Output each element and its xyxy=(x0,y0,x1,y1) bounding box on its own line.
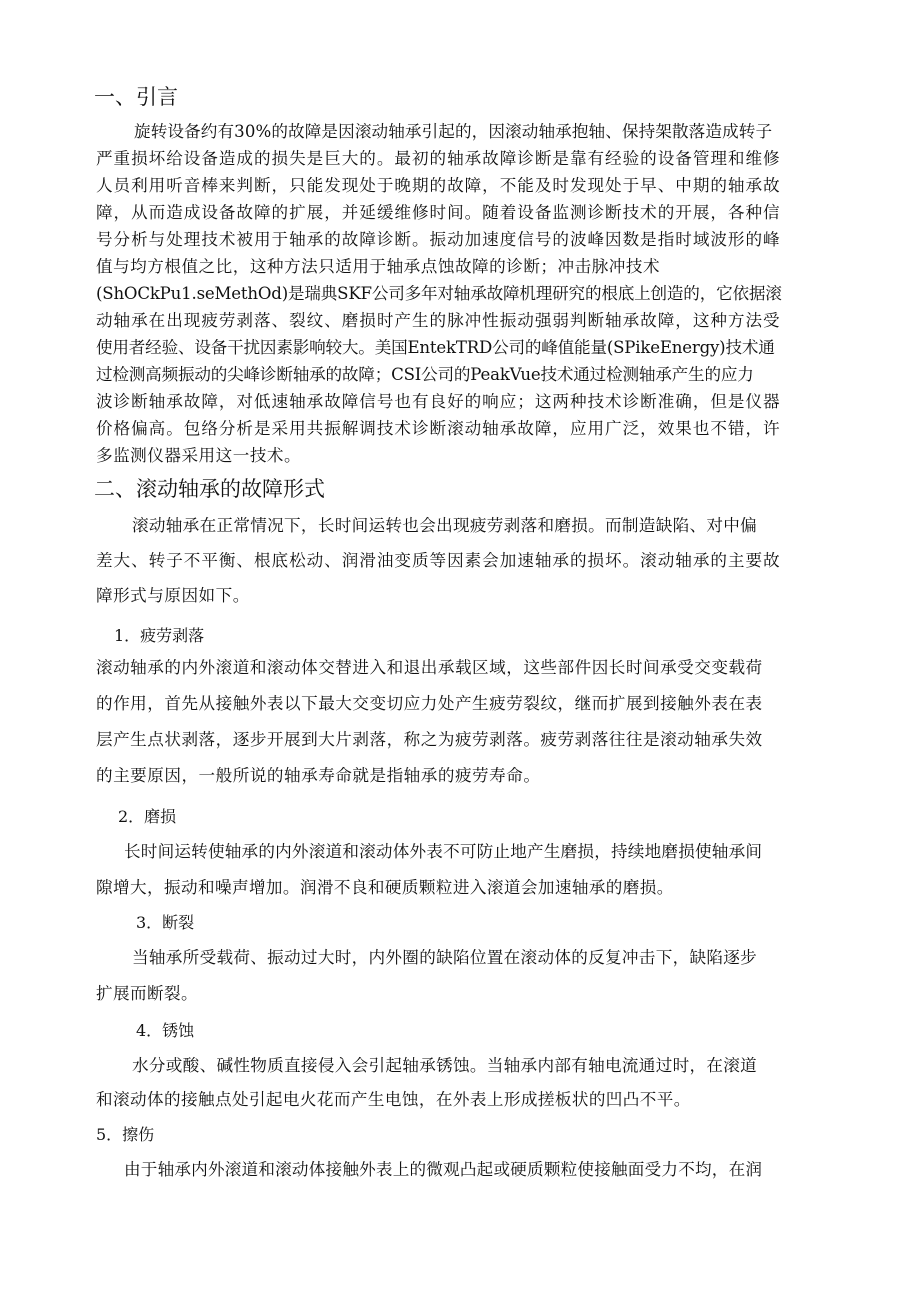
item-heading-scuffing: 5．擦伤 xyxy=(96,1125,155,1144)
paragraph-line: 长时间运转使轴承的内外滚道和滚动体外表不可防止地产生磨损，持续地磨损使轴承间 xyxy=(124,842,763,861)
paragraph-line: 值与均方根值之比，这种方法只适用于轴承点蚀故障的诊断；冲击脉冲技术 xyxy=(96,257,661,276)
item-heading-fracture: 3．断裂 xyxy=(136,913,195,932)
paragraph-line: 使用者经验、设备干扰因素影响较大。美国EntekTRD公司的峰值能量(SPikeEnergy)技术通 xyxy=(96,338,775,357)
paragraph-line: 过检测高频振动的尖峰诊断轴承的故障；CSI公司的PeakVue技术通过检测轴承产生的应力 xyxy=(96,365,754,384)
section-1-title: 一、引言 xyxy=(94,85,178,109)
paragraph-line: 多监测仪器采用这一技术。 xyxy=(96,446,302,465)
paragraph-line: 差大、转子不平衡、根底松动、润滑油变质等因素会加速轴承的损坏。滚动轴承的主要故 xyxy=(96,551,781,570)
paragraph-line: 障形式与原因如下。 xyxy=(96,586,250,605)
paragraph-line: 扩展而断裂。 xyxy=(96,984,198,1003)
paragraph-line: 由于轴承内外滚道和滚动体接触外表上的微观凸起或硬质颗粒使接触面受力不均，在润 xyxy=(124,1160,763,1179)
paragraph-line: 波诊断轴承故障，对低速轴承故障信号也有良好的响应；这两种技术诊断准确，但是仪器 xyxy=(96,392,781,411)
paragraph-line: (ShOCkPu1.seMethOd)是瑞典SKF公司多年对轴承故障机理研究的根底上创造的，它依据滚 xyxy=(96,284,782,303)
paragraph-line: 层产生点状剥落，逐步开展到大片剥落，称之为疲劳剥落。疲劳剥落往往是滚动轴承失效 xyxy=(96,730,763,749)
paragraph-line: 动轴承在出现疲劳剥落、裂纹、磨损时产生的脉冲性振动强弱判断轴承故障，这种方法受 xyxy=(96,311,781,330)
paragraph-line: 滚动轴承在正常情况下，长时间运转也会出现疲劳剥落和磨损。而制造缺陷、对中偏 xyxy=(132,516,758,535)
paragraph-line: 水分或酸、碱性物质直接侵入会引起轴承锈蚀。当轴承内部有轴电流通过时，在滚道 xyxy=(132,1056,758,1075)
paragraph-line: 和滚动体的接触点处引起电火花而产生电蚀，在外表上形成搓板状的凹凸不平。 xyxy=(96,1090,691,1109)
paragraph-line: 滚动轴承的内外滚道和滚动体交替进入和退出承载区域，这些部件因长时间承受交变载荷 xyxy=(96,658,763,677)
item-heading-corrosion: 4．锈蚀 xyxy=(136,1021,195,1040)
paragraph-line: 当轴承所受载荷、振动过大时，内外圈的缺陷位置在滚动体的反复冲击下，缺陷逐步 xyxy=(132,948,758,967)
paragraph-line: 的作用，首先从接触外表以下最大交变切应力处产生疲劳裂纹，继而扩展到接触外表在表 xyxy=(96,694,763,713)
paragraph-line: 旋转设备约有30%的故障是因滚动轴承引起的，因滚动轴承抱轴、保持架散落造成转子 xyxy=(134,122,773,141)
item-heading-wear: 2．磨损 xyxy=(118,807,177,826)
paragraph-line: 隙增大，振动和噪声增加。润滑不良和硬质颗粒进入滚道会加速轴承的磨损。 xyxy=(96,878,674,897)
paragraph-line: 障，从而造成设备故障的扩展，并延缓维修时间。随着设备监测诊断技术的开展，各种信 xyxy=(96,203,781,222)
paragraph-line: 号分析与处理技术被用于轴承的故障诊断。振动加速度信号的波峰因数是指时域波形的峰 xyxy=(96,230,781,249)
paragraph-line: 严重损坏给设备造成的损失是巨大的。最初的轴承故障诊断是靠有经验的设备管理和维修 xyxy=(96,149,781,168)
paragraph-line: 人员利用听音棒来判断，只能发现处于晚期的故障，不能及时发现处于早、中期的轴承故 xyxy=(96,176,781,195)
paragraph-line: 价格偏高。包络分析是采用共振解调技术诊断滚动轴承故障，应用广泛，效果也不错，许 xyxy=(96,419,781,438)
section-2-title: 二、滚动轴承的故障形式 xyxy=(94,477,325,501)
item-heading-fatigue-spalling: 1．疲劳剥落 xyxy=(114,626,205,645)
paragraph-line: 的主要原因，一般所说的轴承寿命就是指轴承的疲劳寿命。 xyxy=(96,766,541,785)
